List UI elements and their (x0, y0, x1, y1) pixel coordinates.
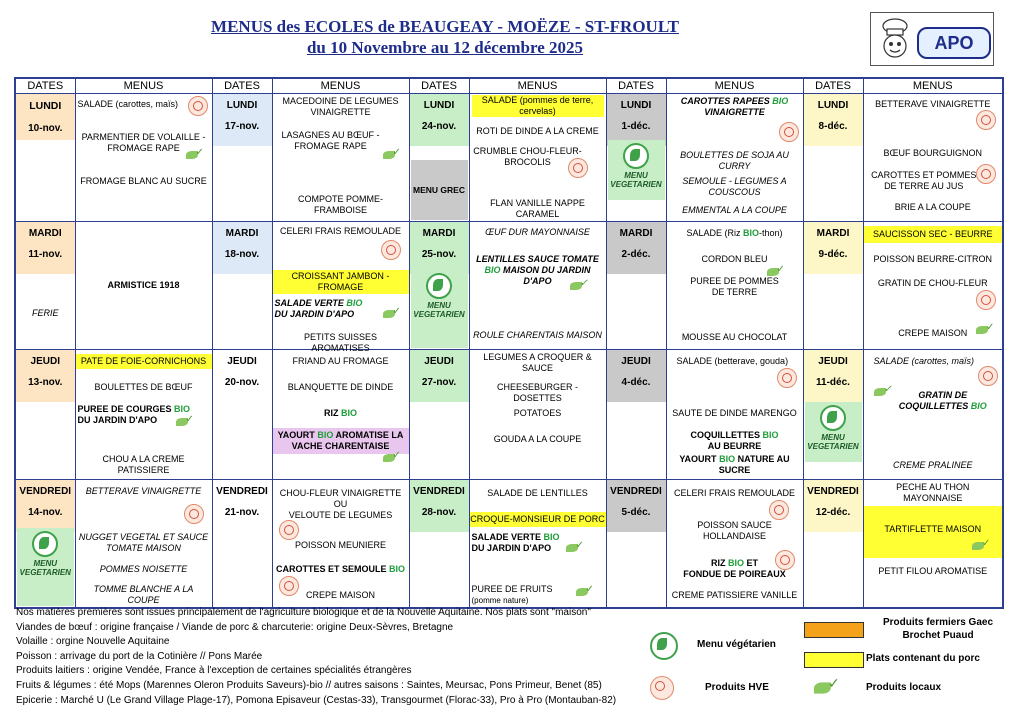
menu-item: POMMES NOISETTE (99, 564, 188, 574)
day-block (804, 480, 863, 532)
day-block (16, 350, 75, 402)
menu-cell (469, 350, 606, 480)
veg-label: VEGETARIEN (807, 442, 859, 451)
bio-tag: BIO (484, 265, 501, 275)
menu-text: VINAIGRETTE (704, 107, 765, 117)
day-date: 10-nov. (16, 115, 75, 140)
col-dates: DATES (409, 78, 469, 94)
day-date: 25-nov. (421, 249, 457, 260)
row-mardi (15, 222, 1003, 350)
menu-item: FROMAGE BLANC AU SUCRE (80, 176, 207, 186)
menu-item-pork: SALADE (pommes de terre, cervelas) (472, 95, 604, 117)
day-name: LUNDI (16, 94, 75, 115)
veg-label: VEGETARIEN (413, 310, 465, 319)
day-block (410, 222, 469, 274)
feast-label: ARMISTICE 1918 (107, 280, 180, 290)
date-cell (15, 222, 75, 350)
apo-logo (870, 12, 994, 66)
menu-cell (75, 94, 212, 222)
bio-tag: BIO (743, 228, 760, 238)
local-product-icon (972, 540, 992, 552)
day-date: 11-nov. (28, 249, 63, 260)
footer-line: Poisson : arrivage du port de la Cotinière // Pons Marée (16, 650, 263, 662)
day-block (410, 350, 469, 402)
hve-icon (188, 96, 208, 116)
vegetarian-icon (426, 273, 452, 299)
menu-item: GOUDA A LA COUPE (493, 434, 582, 444)
bio-tag: BIO (389, 564, 406, 574)
legend-pork-swatch (804, 652, 864, 668)
footer-line: Nos matières premières sont issues principalement de l'agriculture biologique et de la Nouvelle Aquitaine. Nos plats sont "maison" (16, 607, 591, 618)
bio-tag: BIO (341, 408, 358, 418)
menu-item: FRIAND AU FROMAGE (292, 356, 389, 366)
day-date: 20-nov. (224, 377, 260, 388)
date-cell (212, 350, 272, 480)
menu-item: GRATIN DE CHOU-FLEUR (877, 278, 988, 288)
date-cell (409, 350, 469, 480)
menu-item: BŒUF BOURGUIGNON (883, 148, 982, 158)
veg-label: VEGETARIEN (610, 180, 662, 189)
menu-text: LENTILLES SAUCE TOMATE (476, 254, 599, 264)
menu-item: BOULETTES DE BŒUF (94, 382, 193, 392)
bio-tag: BIO (970, 401, 987, 411)
menu-item: CHOU-FLEUR VINAIGRETTE (279, 488, 402, 498)
col-dates: DATES (15, 78, 75, 94)
menu-cell (75, 480, 212, 608)
date-cell (212, 222, 272, 350)
menu-text: DU JARDIN D'APO (274, 309, 355, 319)
vegetarian-badge (805, 402, 862, 462)
footer-line: Viandes de bœuf : origine française / Viande de porc & charcuterie: origine Deux-Sèvres, Bretagne (16, 621, 454, 633)
menu-item: CREPE MAISON (305, 590, 375, 600)
legend-farm-swatch (804, 622, 864, 638)
menu-item: BLANQUETTE DE DINDE (287, 382, 394, 392)
menu-grec-label: MENU GREC (411, 160, 468, 220)
day-date: 13-nov. (28, 377, 63, 388)
title-line1: MENUS des ECOLES de BEAUGEAY - MOËZE - ST-FROULT (211, 17, 679, 36)
menu-item: SALADE (carottes, maïs) (77, 99, 179, 109)
date-cell (212, 480, 272, 608)
menu-cell (666, 94, 803, 222)
menu-item: BOULETTES DE SOJA AU CURRY (680, 150, 789, 171)
veg-label: MENU (624, 171, 648, 180)
local-product-icon (976, 324, 996, 336)
menu-item: BETTERAVE VINAIGRETTE (875, 99, 991, 109)
bio-tag: BIO (727, 558, 744, 568)
day-date: 28-nov. (421, 507, 457, 518)
day-name: MARDI (225, 228, 259, 239)
menu-cell (863, 222, 1003, 350)
vegetarian-icon (32, 531, 58, 557)
legend-vegetarian-label: Menu végétarien (697, 639, 776, 650)
menu-cell (666, 222, 803, 350)
menu-item: PUREE DE FRUITS (471, 584, 553, 594)
row-lundi (15, 94, 1003, 222)
menu-cell (469, 480, 606, 608)
menu-item (275, 564, 407, 575)
menu-cell (469, 222, 606, 350)
date-cell (606, 222, 666, 350)
menu-item: PETIT FILOU AROMATISE (878, 566, 988, 576)
legend-hve-icon (650, 676, 674, 700)
menu-cell (75, 222, 212, 350)
day-name: VENDREDI (413, 486, 465, 497)
day-block (804, 94, 863, 146)
hve-icon (976, 164, 996, 184)
menu-item: POISSON BEURRE-CITRON (873, 254, 992, 264)
day-date: 11-déc. (816, 377, 850, 388)
col-dates: DATES (212, 78, 272, 94)
day-block (607, 94, 666, 146)
menu-item: CELERI FRAIS REMOULADE (279, 226, 402, 236)
date-cell (803, 480, 863, 608)
menu-item: SEMOULE - LEGUMES A COUSCOUS (682, 176, 787, 197)
day-block (410, 94, 469, 146)
day-name: MARDI (816, 228, 850, 239)
legend-farm-label: Produits fermiers Gaec Brochet Puaud (882, 617, 994, 641)
menu-text: CAROTTES ET SEMOULE (275, 564, 387, 574)
menu-item: (pomme nature) (471, 596, 529, 605)
footer-line: Produits laitiers : origine Vendée, France à l'exception de certaines spécialités étrangères (16, 665, 412, 677)
menu-item: VELOUTE DE LEGUMES (288, 510, 393, 520)
day-name: VENDREDI (19, 486, 72, 497)
vegetarian-badge (411, 270, 468, 348)
menu-item: POTATOES (513, 408, 562, 418)
menu-item: CHOU A LA CREME PATISSIERE (102, 454, 185, 475)
day-block (607, 350, 666, 402)
menu-item (275, 408, 407, 419)
local-product-icon (176, 416, 196, 428)
menu-text: DU JARDIN D'APO (77, 415, 158, 425)
hve-icon (769, 500, 789, 520)
legend-hve-label: Produits HVE (705, 682, 769, 693)
hve-icon (779, 122, 799, 142)
day-name: VENDREDI (807, 486, 859, 497)
day-block (16, 480, 75, 532)
veg-label: MENU (427, 301, 451, 310)
menu-text: GRATIN DE COQUILLETTES (898, 390, 969, 411)
day-name: MARDI (422, 228, 456, 239)
day-block (213, 94, 272, 146)
menu-text: SALADE (Riz (686, 228, 741, 238)
footer-line: Volaille : orgine Nouvelle Aquitaine (16, 636, 170, 648)
menu-item: NUGGET VEGETAL ET SAUCE TOMATE MAISON (78, 532, 209, 553)
day-date: 24-nov. (421, 121, 457, 132)
menu-item: CREME PRALINEE (892, 460, 973, 470)
day-block (607, 480, 666, 532)
hve-icon (568, 158, 588, 178)
menu-text: AU BEURRE (707, 441, 762, 451)
menu-text: RIZ (710, 558, 726, 568)
menu-text: YAOURT (679, 454, 717, 464)
day-date: 1-déc. (621, 121, 651, 132)
day-name: MARDI (619, 228, 653, 239)
col-menus: MENUS (272, 78, 409, 94)
menu-item (866, 390, 1001, 412)
day-name: LUNDI (423, 100, 455, 111)
title-line2: du 10 Novembre au 12 décembre 2025 (306, 38, 584, 57)
menu-item: PARMENTIER DE VOLAILLE - FROMAGE RAPE (81, 132, 206, 153)
date-cell (409, 222, 469, 350)
menu-cell (272, 350, 409, 480)
day-name: JEUDI (30, 356, 60, 367)
local-product-icon (186, 149, 206, 161)
menu-cell (272, 480, 409, 608)
day-name: JEUDI (818, 356, 848, 367)
vegetarian-badge (608, 140, 665, 200)
menu-item: TOMME BLANCHE A LA COUPE (93, 584, 194, 605)
menu-item: PECHE AU THON MAYONNAISE (896, 482, 970, 503)
menu-item: FLAN VANILLE NAPPE CARAMEL (490, 198, 585, 219)
menu-cell (863, 94, 1003, 222)
menu-cell (272, 222, 409, 353)
col-menus: MENUS (666, 78, 803, 94)
bio-tag: BIO (719, 454, 736, 464)
menu-item: MOUSSE AU CHOCOLAT (681, 332, 788, 342)
day-name: JEUDI (424, 356, 454, 367)
menu-text: COQUILLETTES (690, 430, 760, 440)
veg-label: MENU (821, 433, 845, 442)
col-menus: MENUS (863, 78, 1003, 94)
day-date: 5-déc. (621, 507, 651, 518)
day-date: 27-nov. (421, 377, 457, 388)
menu-item: POISSON SAUCE HOLLANDAISE (697, 520, 772, 541)
menu-cell (863, 480, 1003, 608)
vegetarian-icon (820, 405, 846, 431)
menu-text: -thon) (759, 228, 783, 238)
date-cell (606, 94, 666, 222)
day-date: 17-nov. (224, 121, 260, 132)
menu-item (669, 558, 801, 580)
menu-text: FONDUE DE POIREAUX (683, 569, 786, 579)
bio-tag: BIO (174, 404, 191, 414)
menu-text: AROMATISE LA VACHE CHARENTAISE (291, 430, 404, 451)
day-name: LUNDI (226, 100, 258, 111)
menu-cell (272, 94, 409, 222)
menu-item: ROULE CHARENTAIS MAISON (473, 330, 602, 340)
footer-line: Epicerie : Marché U (Le Grand Village Plage-17), Pomona Episaveur (Cestas-33), Transgourmet (Florac-33), Pro à Pro (Montauban-82) (16, 694, 617, 706)
row-vendredi (15, 480, 1003, 608)
menu-item: CAROTTES ET POMMES DE TERRE AU JUS (871, 170, 977, 191)
day-date: 21-nov. (224, 507, 260, 518)
local-product-icon (576, 586, 596, 598)
day-block (213, 350, 272, 402)
menu-cell (469, 94, 606, 222)
menu-item: BETTERAVE VINAIGRETTE (85, 486, 202, 496)
veg-label: VEGETARIEN (19, 568, 71, 577)
bio-tag: BIO (772, 96, 789, 106)
vegetarian-badge (17, 528, 74, 606)
table-header-row (15, 78, 1003, 94)
menu-cell (666, 480, 803, 608)
col-dates: DATES (606, 78, 666, 94)
menu-item: MACEDOINE DE LEGUMES VINAIGRETTE (282, 96, 399, 117)
local-product-icon (566, 542, 586, 554)
day-date: 4-déc. (621, 377, 651, 388)
hve-icon (381, 240, 401, 260)
hve-icon (976, 290, 996, 310)
menu-item: ŒUF DUR MAYONNAISE (485, 227, 590, 237)
day-name: VENDREDI (216, 486, 268, 497)
date-cell (606, 350, 666, 480)
menu-text: MAISON DU JARDIN D'APO (503, 265, 591, 286)
day-date: 2-déc. (621, 249, 651, 260)
menu-item: CHEESEBURGER - DOSETTES (496, 382, 578, 403)
hve-icon (279, 520, 299, 540)
footer-line: Fruits & légumes : été Mops (Marennes Oleron Produits Saveurs)-bio // autres saisons : Saintes, Meursac, Pons Primeur, Benet (85) (16, 679, 602, 691)
legend-vegetarian-icon (650, 632, 678, 660)
col-menus: MENUS (75, 78, 212, 94)
menu-item (669, 228, 801, 239)
menu-item (669, 430, 801, 452)
date-cell (15, 94, 75, 222)
menu-item: SALADE DE LENTILLES (487, 488, 588, 498)
bio-tag: BIO (346, 298, 363, 308)
menu-item: CREME PATISSIERE VANILLE (671, 590, 798, 600)
hve-icon (976, 110, 996, 130)
menu-item: BRIE A LA COUPE (894, 202, 971, 212)
local-product-icon (383, 452, 403, 464)
menu-text: TARTIFLETTE MAISON (884, 524, 982, 534)
day-name: JEUDI (227, 356, 257, 367)
menu-item: SALADE (betterave, gouda) (676, 356, 789, 366)
day-block (804, 222, 863, 274)
menu-text: YAOURT (277, 430, 315, 440)
menu-item-pork: PATE DE FOIE-CORNICHONS (76, 354, 212, 369)
chef-cat-icon (877, 17, 913, 61)
date-cell (212, 94, 272, 222)
hve-icon (184, 504, 204, 524)
local-product-icon (570, 280, 590, 292)
menu-text: CAROTTES RAPEES (680, 96, 770, 106)
menu-item: EMMENTAL A LA COUPE (682, 205, 787, 215)
date-cell (606, 480, 666, 608)
page-title (150, 16, 740, 58)
col-dates: DATES (803, 78, 863, 94)
menu-item: CELERI FRAIS REMOULADE (673, 488, 796, 498)
menu-item: CRUMBLE CHOU-FLEUR-BROCOLIS (473, 146, 582, 167)
menu-item: PUREE DE POMMES DE TERRE (690, 276, 779, 297)
day-block (213, 222, 272, 274)
menu-text: ET (746, 558, 759, 568)
local-product-icon (383, 308, 403, 320)
date-cell (803, 350, 863, 480)
bio-tag: BIO (543, 532, 560, 542)
menu-text: DU JARDIN D'APO (471, 543, 552, 553)
day-name: VENDREDI (610, 486, 662, 497)
hve-icon (978, 366, 998, 386)
bio-tag: BIO (762, 430, 779, 440)
menu-cell (75, 350, 212, 480)
day-block (804, 350, 863, 402)
day-date: 9-déc. (818, 249, 848, 260)
day-block (607, 222, 666, 274)
day-name: JEUDI (621, 356, 651, 367)
menu-item: PETITS SUISSES AROMATISES (303, 332, 378, 353)
menu-text: SALADE VERTE (471, 532, 542, 542)
bio-tag: BIO (317, 430, 334, 440)
menu-item: OU (333, 499, 348, 509)
legend-local-icon (814, 680, 842, 697)
day-block (16, 222, 75, 274)
menu-item: ROTI DE DINDE A LA CREME (476, 126, 599, 136)
day-date: 12-déc. (815, 507, 851, 518)
menu-item (669, 96, 801, 118)
menu-item (669, 454, 801, 476)
menu-item: CREPE MAISON (898, 328, 968, 338)
menu-item-pork: CROISSANT JAMBON - FROMAGE (273, 270, 409, 294)
footer-notes (16, 606, 616, 708)
menu-item-pork: SAUCISSON SEC - BEURRE (864, 226, 1003, 243)
date-cell (15, 480, 75, 608)
menu-text: PUREE DE COURGES (77, 404, 172, 414)
day-block (213, 480, 272, 532)
day-date: 14-nov. (28, 507, 63, 518)
menu-item: LEGUMES A CROQUER & SAUCE (483, 352, 592, 373)
day-name: MARDI (28, 228, 62, 239)
date-cell (15, 350, 75, 480)
menu-item: LASAGNES AU BŒUF - FROMAGE RAPE (281, 130, 380, 151)
day-name: LUNDI (620, 100, 652, 111)
menu-item: SAUTE DE DINDE MARENGO (672, 408, 797, 418)
veg-label: MENU (33, 559, 58, 568)
day-date: 18-nov. (224, 249, 260, 260)
col-menus: MENUS (469, 78, 606, 94)
menu-item: SALADE (carottes, maïs) (873, 356, 975, 366)
logo-text: APO (917, 27, 991, 59)
day-date: 8-déc. (818, 121, 848, 132)
local-product-icon (383, 149, 403, 161)
menu-item (273, 428, 409, 454)
menu-text: RIZ (323, 408, 339, 418)
date-cell (803, 222, 863, 350)
menu-cell (666, 350, 803, 480)
menu-cell (863, 350, 1003, 480)
menu-text: SALADE VERTE (274, 298, 344, 308)
date-cell (409, 94, 469, 222)
menu-table (14, 77, 1004, 609)
vegetarian-icon (623, 143, 649, 169)
menu-text: NATURE AU SUCRE (718, 454, 790, 475)
day-name: LUNDI (817, 100, 849, 111)
legend-local-label: Produits locaux (866, 682, 942, 693)
menu-item: CORDON BLEU (701, 254, 768, 264)
menu-item: COMPOTE POMME-FRAMBOISE (298, 194, 383, 215)
ferie-label: FERIE (31, 308, 59, 318)
legend-pork-label: Plats contenant du porc (866, 653, 980, 664)
menu-item: POISSON MEUNIERE (294, 540, 386, 550)
menu-item-pork: CROQUE-MONSIEUR DE PORC (470, 512, 606, 527)
date-cell (409, 480, 469, 608)
hve-icon (777, 368, 797, 388)
row-jeudi (15, 350, 1003, 480)
day-block (410, 480, 469, 532)
date-cell (803, 94, 863, 222)
